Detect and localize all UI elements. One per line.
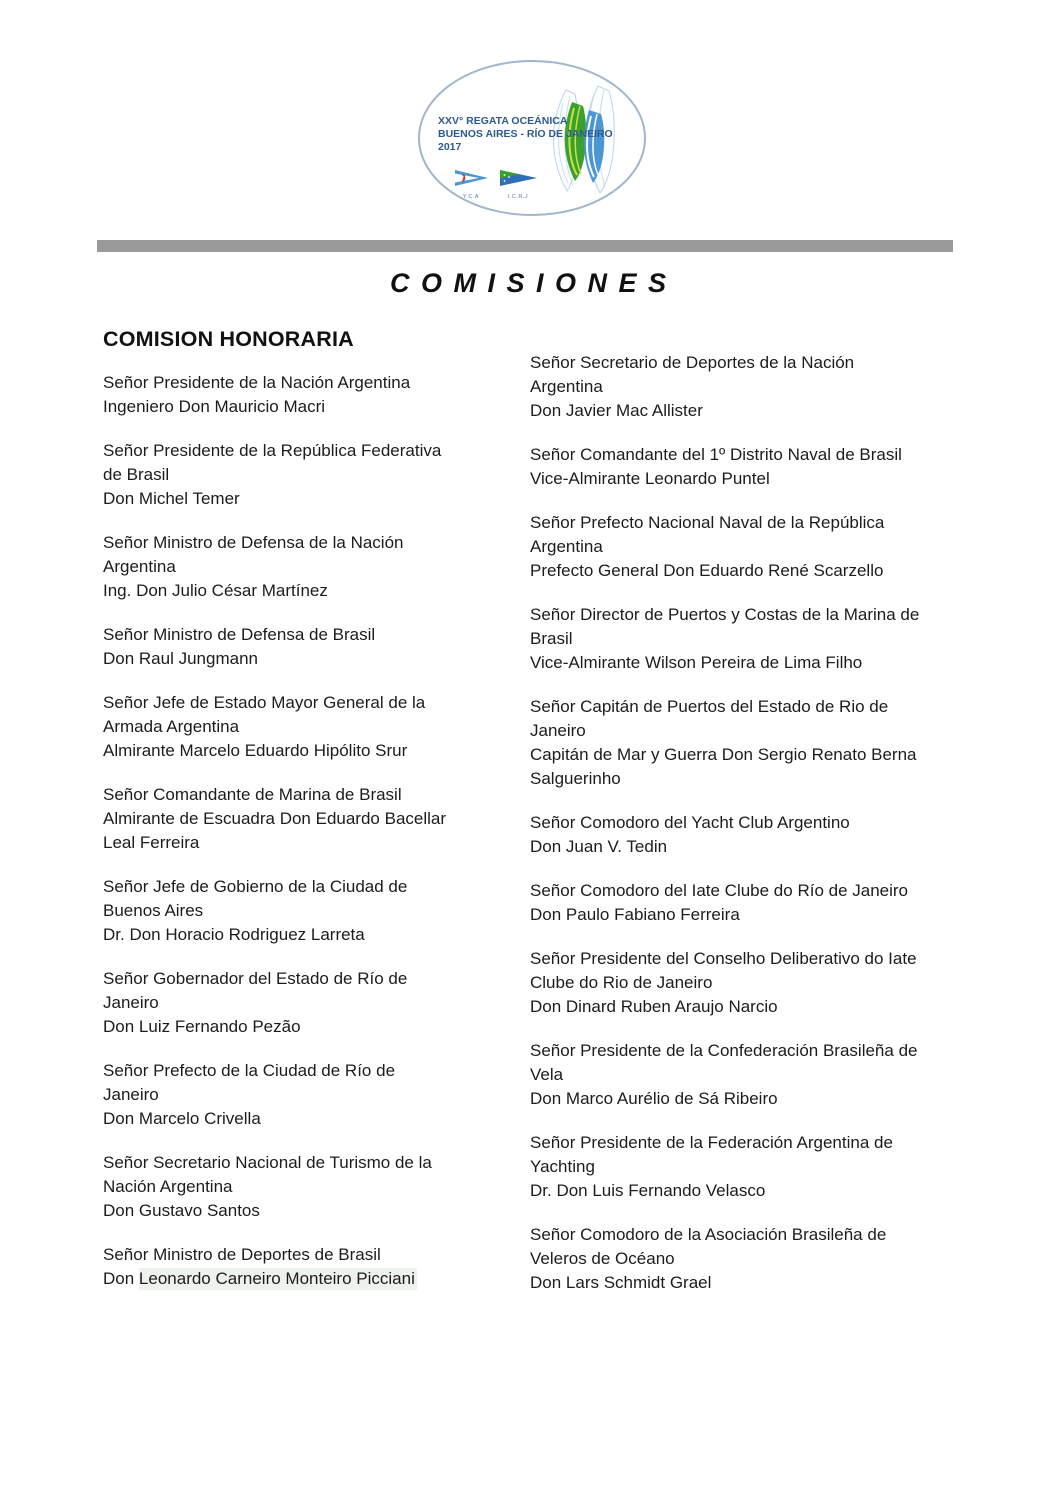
entry-line: Janeiro <box>103 993 159 1012</box>
entry-line: Ing. Don Julio César Martínez <box>103 581 328 600</box>
entry-line: Argentina <box>103 557 176 576</box>
commission-entry <box>530 603 970 675</box>
entry-line: Vice-Almirante Wilson Pereira de Lima Filho <box>530 653 863 672</box>
entry-line: Señor Jefe de Estado Mayor General de la <box>103 693 426 712</box>
entry-line: Señor Ministro de Defensa de la Nación <box>103 533 404 552</box>
commission-entry <box>103 1151 543 1223</box>
entry-line: Don Javier Mac Allister <box>530 401 703 420</box>
entry-line: Capitán de Mar y Guerra Don Sergio Renato Berna <box>530 745 917 764</box>
logo-title-line1: XXV° REGATA OCEÁNICA <box>438 115 568 127</box>
commission-entry <box>103 967 543 1039</box>
entry-line: Don Marcelo Crivella <box>103 1109 261 1128</box>
entry-line: Vela <box>530 1065 564 1084</box>
honorary-commission-left-column <box>103 371 543 1311</box>
entry-line: Don Michel Temer <box>103 489 240 508</box>
commission-entry <box>103 691 543 763</box>
commission-entry <box>103 623 543 671</box>
entry-line: Señor Presidente de la Nación Argentina <box>103 373 411 392</box>
entry-line: Don Gustavo Santos <box>103 1201 260 1220</box>
entry-line: Clube do Rio de Janeiro <box>530 973 713 992</box>
entry-line: Don Juan V. Tedin <box>530 837 668 856</box>
entry-line: Armada Argentina <box>103 717 240 736</box>
commission-entry <box>530 351 970 423</box>
commission-entry <box>530 879 970 927</box>
entry-line: Señor Comandante de Marina de Brasil <box>103 785 402 804</box>
commission-entry <box>530 811 970 859</box>
entry-line: Don Paulo Fabiano Ferreira <box>530 905 740 924</box>
entry-line: Prefecto General Don Eduardo René Scarzello <box>530 561 884 580</box>
entry-line-prefix: Don <box>103 1269 139 1288</box>
entry-line: Dr. Don Horacio Rodriguez Larreta <box>103 925 365 944</box>
entry-line: Buenos Aires <box>103 901 204 920</box>
entry-line: Señor Presidente de la Federación Argentina de <box>530 1133 893 1152</box>
entry-line: Señor Ministro de Defensa de Brasil <box>103 625 376 644</box>
entry-line: Señor Comodoro del Yacht Club Argentino <box>530 813 850 832</box>
commission-entry <box>530 443 970 491</box>
page-title: C O M I S I O N E S <box>389 268 669 298</box>
entry-line: de Brasil <box>103 465 170 484</box>
commission-entry <box>530 1223 970 1295</box>
entry-line: Señor Ministro de Deportes de Brasil <box>103 1245 381 1264</box>
commission-entry <box>103 875 543 947</box>
entry-line: Ingeniero Don Mauricio Macri <box>103 397 326 416</box>
logo-title-line3: 2017 <box>438 141 462 153</box>
commission-entry <box>103 531 543 603</box>
logo-title-line2: BUENOS AIRES - RÍO DE JANEIRO <box>438 128 613 140</box>
regatta-logo <box>416 58 648 220</box>
icrj-flag-label: I.C.R.J <box>507 194 529 200</box>
entry-line: Brasil <box>530 629 573 648</box>
commission-entry <box>530 947 970 1019</box>
honorary-commission-right-column <box>530 351 970 1315</box>
entry-line: Don Lars Schmidt Grael <box>530 1273 712 1292</box>
commission-entry <box>530 511 970 583</box>
entry-line <box>103 1267 543 1291</box>
entry-line: Nación Argentina <box>103 1177 233 1196</box>
entry-line: Señor Gobernador del Estado de Río de <box>103 969 408 988</box>
entry-line: Señor Presidente de la Confederación Brasileña de <box>530 1041 918 1060</box>
entry-line: Señor Presidente del Conselho Deliberativo do Iate <box>530 949 917 968</box>
entry-line: Almirante Marcelo Eduardo Hipólito Srur <box>103 741 408 760</box>
entry-line: Janeiro <box>103 1085 159 1104</box>
commission-entry <box>103 1243 543 1291</box>
entry-line: Argentina <box>530 537 603 556</box>
entry-line: Argentina <box>530 377 603 396</box>
commission-entry <box>530 1131 970 1203</box>
yca-flag-label: Y.C.A <box>462 194 480 200</box>
entry-line: Señor Capitán de Puertos del Estado de Rio de <box>530 697 889 716</box>
entry-line: Don Marco Aurélio de Sá Ribeiro <box>530 1089 778 1108</box>
entry-line: Almirante de Escuadra Don Eduardo Bacellar <box>103 809 447 828</box>
entry-line: Señor Director de Puertos y Costas de la Marina de <box>530 605 920 624</box>
highlighted-text: Leonardo Carneiro Monteiro Picciani <box>138 1269 415 1288</box>
entry-line: Janeiro <box>530 721 586 740</box>
section-heading: COMISION HONORARIA <box>103 327 354 351</box>
entry-line: Señor Prefecto de la Ciudad de Río de <box>103 1061 396 1080</box>
entry-line: Señor Secretario de Deportes de la Nación <box>530 353 855 372</box>
entry-line: Señor Comodoro del Iate Clube do Río de Janeiro <box>530 881 909 900</box>
entry-line: Señor Presidente de la República Federativa <box>103 441 442 460</box>
commission-entry <box>103 371 543 419</box>
commission-entry <box>103 1059 543 1131</box>
commission-entry <box>530 695 970 791</box>
entry-line: Leal Ferreira <box>103 833 200 852</box>
entry-line: Don Luiz Fernando Pezão <box>103 1017 301 1036</box>
entry-line: Señor Secretario Nacional de Turismo de la <box>103 1153 432 1172</box>
entry-line: Yachting <box>530 1157 595 1176</box>
entry-line: Señor Comandante del 1º Distrito Naval de Brasil <box>530 445 902 464</box>
commission-entry <box>103 783 543 855</box>
entry-line: Salguerinho <box>530 769 621 788</box>
entry-line: Dr. Don Luis Fernando Velasco <box>530 1181 766 1200</box>
entry-line: Veleros de Océano <box>530 1249 675 1268</box>
section-divider-bar <box>97 240 953 252</box>
commission-entry <box>103 439 543 511</box>
commission-entry <box>530 1039 970 1111</box>
entry-line: Don Raul Jungmann <box>103 649 258 668</box>
entry-line: Señor Prefecto Nacional Naval de la República <box>530 513 885 532</box>
entry-line: Señor Jefe de Gobierno de la Ciudad de <box>103 877 408 896</box>
regatta-logo-graphic <box>416 58 648 220</box>
entry-line: Don Dinard Ruben Araujo Narcio <box>530 997 778 1016</box>
entry-line: Vice-Almirante Leonardo Puntel <box>530 469 770 488</box>
entry-line: Señor Comodoro de la Asociación Brasileña de <box>530 1225 887 1244</box>
